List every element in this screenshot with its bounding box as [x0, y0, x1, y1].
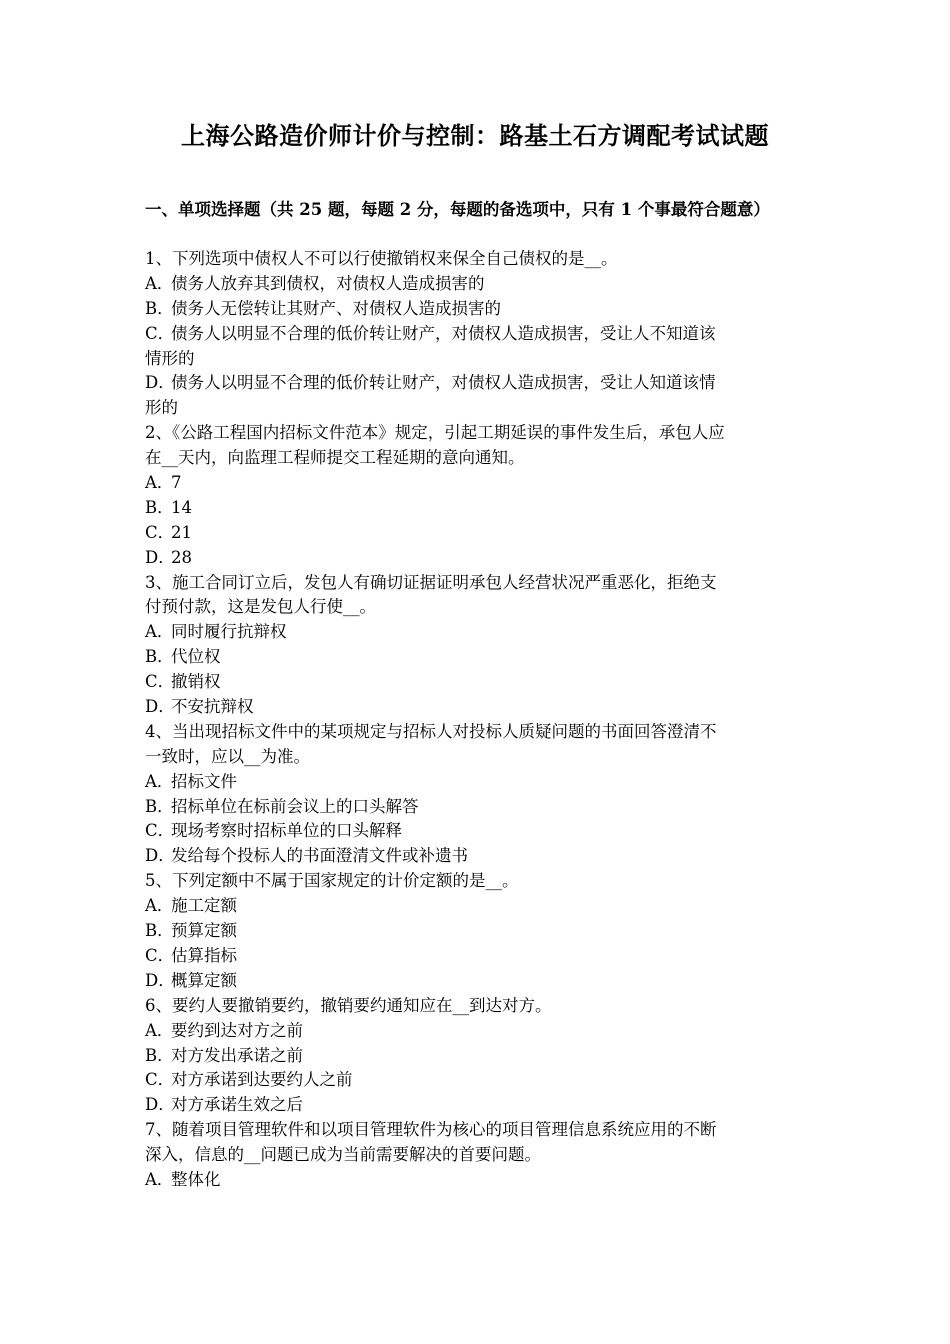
option-letter: B．: [145, 647, 174, 667]
option-text: 撤销权: [171, 672, 221, 692]
option-line: [145, 894, 815, 919]
option-text: 要约到达对方之前: [171, 1020, 303, 1040]
option-letter: A．: [145, 622, 174, 642]
option-text: 债务人以明显不合理的低价转让财产，对债权人造成损害，受让人不知道该: [171, 323, 716, 343]
option-letter: B．: [145, 921, 174, 941]
option-letter: A．: [145, 1169, 174, 1189]
option-line: [145, 695, 815, 720]
option-text: 对方承诺生效之后: [171, 1095, 303, 1115]
option-letter: D．: [145, 846, 175, 866]
question-stem-line: 7、随着项目管理软件和以项目管理软件为核心的项目管理信息系统应用的不断: [145, 1120, 717, 1140]
option-line: [145, 919, 815, 944]
option-line: [145, 1168, 815, 1193]
option-text: 债务人无偿转让其财产、对债权人造成损害的: [171, 298, 501, 318]
question-stem-line: 在__天内，向监理工程师提交工程延期的意向通知。: [145, 448, 525, 468]
option-text: 债务人以明显不合理的低价转让财产，对债权人造成损害，受让人知道该情: [171, 373, 716, 393]
option-text: 28: [171, 547, 192, 567]
question-6: [145, 994, 815, 1118]
option-line: [145, 819, 815, 844]
question-stem-line: 1、下列选项中债权人不可以行使撤销权来保全自己债权的是__。: [145, 249, 618, 268]
option-text: 同时履行抗辩权: [171, 622, 287, 642]
question-4: [145, 720, 815, 869]
option-text: 预算定额: [171, 921, 237, 941]
option-text: 21: [171, 522, 192, 542]
option-line: [145, 521, 815, 546]
option-line: [145, 371, 815, 396]
option-text: 现场考察时招标单位的口头解释: [171, 821, 402, 841]
option-text: 招标单位在标前会议上的口头解答: [171, 796, 419, 816]
option-letter: A．: [145, 1020, 174, 1040]
section-heading: 一、单项选择题（共 25 题，每题 2 分，每题的备选项中，只有 1 个事最符合题意）: [145, 200, 770, 219]
question-5: [145, 869, 815, 993]
question-list: [145, 247, 815, 1193]
option-letter: C．: [145, 522, 175, 542]
option-letter: D．: [145, 1095, 175, 1115]
option-line: [145, 795, 815, 820]
option-letter: B．: [145, 497, 174, 517]
option-text: 施工定额: [171, 896, 237, 916]
question-stem-line: 一致时，应以__为准。: [145, 746, 310, 766]
option-letter: C．: [145, 1070, 175, 1090]
option-line: [145, 297, 815, 322]
question-stem-line: 6、要约人要撤销要约，撤销要约通知应在__到达对方。: [145, 995, 552, 1015]
option-letter: D．: [145, 547, 175, 567]
option-line: [145, 620, 815, 645]
option-letter: A．: [145, 473, 174, 493]
option-line: [145, 471, 815, 496]
option-letter: C．: [145, 672, 175, 692]
option-line: [145, 1019, 815, 1044]
option-letter: D．: [145, 697, 175, 717]
option-text: 对方发出承诺之前: [171, 1045, 303, 1065]
option-letter: C．: [145, 821, 175, 841]
question-stem-line: 3、施工合同订立后，发包人有确切证据证明承包人经营状况严重恶化，拒绝支: [145, 572, 717, 592]
option-letter: D．: [145, 970, 175, 990]
question-stem-line: 深入，信息的__问题已成为当前需要解决的首要问题。: [145, 1145, 541, 1165]
option-text: 整体化: [171, 1169, 221, 1189]
option-text: 估算指标: [171, 945, 237, 965]
document-title: 上海公路造价师计价与控制：路基土石方调配考试试题: [181, 121, 769, 150]
option-line: [145, 272, 815, 297]
option-text: 招标文件: [171, 771, 237, 791]
option-line: [145, 844, 815, 869]
option-letter: B．: [145, 796, 174, 816]
question-3: [145, 571, 815, 720]
question-stem-line: 5、下列定额中不属于国家规定的计价定额的是__。: [145, 871, 519, 891]
option-text: 对方承诺到达要约人之前: [171, 1070, 353, 1090]
option-letter: D．: [145, 373, 175, 393]
option-line: [145, 546, 815, 571]
option-text: 不安抗辩权: [171, 697, 254, 717]
question-2: [145, 421, 815, 570]
option-line: [145, 496, 815, 521]
option-text: 债务人放弃其到债权，对债权人造成损害的: [171, 273, 485, 293]
question-7: [145, 1118, 815, 1193]
option-line: [145, 1044, 815, 1069]
option-letter: A．: [145, 896, 174, 916]
option-text: 概算定额: [171, 970, 237, 990]
option-line: [145, 670, 815, 695]
option-text: 7: [171, 473, 182, 493]
option-line: [145, 645, 815, 670]
option-line: [145, 1093, 815, 1118]
option-text: 发给每个投标人的书面澄清文件或补遗书: [171, 846, 468, 866]
option-text: 14: [171, 497, 192, 517]
option-letter: C．: [145, 945, 175, 965]
question-1: [145, 247, 815, 421]
option-line: [145, 1068, 815, 1093]
option-line: 形的: [145, 398, 178, 418]
question-stem-line: 4、当出现招标文件中的某项规定与招标人对投标人质疑问题的书面回答澄清不: [145, 721, 717, 741]
option-line: 情形的: [145, 348, 195, 368]
question-stem-line: 付预付款，这是发包人行使__。: [145, 597, 376, 617]
option-line: [145, 969, 815, 994]
option-letter: A．: [145, 771, 174, 791]
option-text: 代位权: [171, 647, 221, 667]
option-line: [145, 322, 815, 347]
option-letter: A．: [145, 273, 174, 293]
option-letter: B．: [145, 1045, 174, 1065]
option-line: [145, 944, 815, 969]
question-stem-line: 2、《公路工程国内招标文件范本》规定，引起工期延误的事件发生后，承包人应: [145, 423, 725, 443]
option-line: [145, 770, 815, 795]
option-letter: C．: [145, 323, 175, 343]
option-letter: B．: [145, 298, 174, 318]
